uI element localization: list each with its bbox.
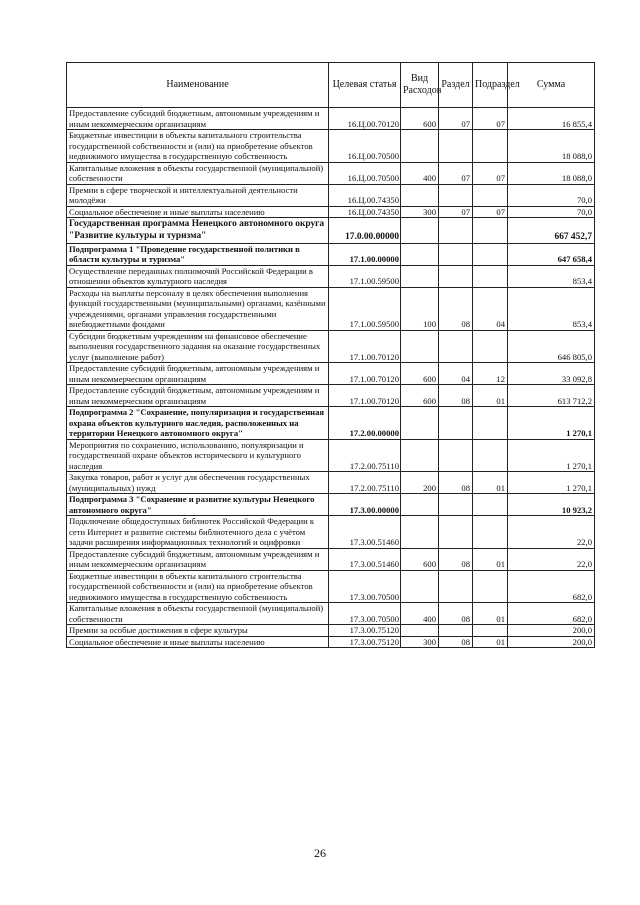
- cell-subsection: [473, 625, 508, 637]
- cell-target-code: 17.3.00.51460: [329, 516, 401, 549]
- table-row: [67, 516, 595, 549]
- budget-table: [66, 62, 595, 648]
- cell-section: 08: [439, 603, 473, 625]
- cell-name: Бюджетные инвестиции в объекты капитального строительства государственной собственности и (или) на приобретение объектов недвижимого имущества в государственную собственность: [67, 130, 329, 163]
- cell-expense-type: [401, 243, 439, 265]
- cell-subsection: 07: [473, 108, 508, 130]
- table-row: [67, 265, 595, 287]
- cell-section: 08: [439, 636, 473, 648]
- cell-subsection: [473, 243, 508, 265]
- cell-section: [439, 625, 473, 637]
- table-row: [67, 570, 595, 603]
- cell-sum: 667 452,7: [508, 218, 595, 244]
- cell-name: Субсидии бюджетным учреждениям на финансовое обеспечение выполнения государственного задания на оказание государственных услуг (выполнение работ): [67, 330, 329, 363]
- cell-sum: 70,0: [508, 184, 595, 206]
- table-row: [67, 407, 595, 440]
- cell-name: Предоставление субсидий бюджетным, автономным учреждениям и иным некоммерческим организациям: [67, 548, 329, 570]
- cell-subsection: 01: [473, 548, 508, 570]
- cell-section: [439, 130, 473, 163]
- cell-target-code: 17.3.00.75120: [329, 625, 401, 637]
- cell-sum: 682,0: [508, 570, 595, 603]
- cell-target-code: 16.Ц.00.70500: [329, 130, 401, 163]
- cell-sum: 200,0: [508, 636, 595, 648]
- cell-section: [439, 243, 473, 265]
- cell-sum: 647 658,4: [508, 243, 595, 265]
- cell-target-code: 16.Ц.00.70120: [329, 108, 401, 130]
- header-type: Вид Расходов: [401, 63, 439, 108]
- table-row: [67, 330, 595, 363]
- table-row: [67, 130, 595, 163]
- table-row: [67, 472, 595, 494]
- cell-sum: 853,4: [508, 265, 595, 287]
- cell-target-code: 17.1.00.70120: [329, 363, 401, 385]
- cell-expense-type: [401, 625, 439, 637]
- cell-subsection: 01: [473, 636, 508, 648]
- cell-target-code: 16.Ц.00.70500: [329, 162, 401, 184]
- cell-name: Мероприятия по сохранению, использованию, популяризации и государственной охране объектов исторического и культурного наследия: [67, 439, 329, 472]
- cell-name: Бюджетные инвестиции в объекты капитального строительства государственной собственности и (или) на приобретение объектов недвижимого имущества в государственную собственность: [67, 570, 329, 603]
- cell-sum: 16 855,4: [508, 108, 595, 130]
- table-row: [67, 363, 595, 385]
- cell-target-code: 17.1.00.70120: [329, 330, 401, 363]
- header-target: Целевая статья: [329, 63, 401, 108]
- cell-name: Закупка товаров, работ и услуг для обеспечения государственных (муниципальных) нужд: [67, 472, 329, 494]
- cell-name: Капитальные вложения в объекты государственной (муниципальной) собственности: [67, 603, 329, 625]
- cell-section: 08: [439, 472, 473, 494]
- table-row: [67, 603, 595, 625]
- cell-expense-type: [401, 516, 439, 549]
- cell-name: Подключение общедоступных библиотек Российской Федерации к сети Интернет и развитие системы библиотечного дела с учётом задачи расширения информационных технологий и оцифровки: [67, 516, 329, 549]
- cell-target-code: 17.1.00.00000: [329, 243, 401, 265]
- cell-section: [439, 184, 473, 206]
- cell-expense-type: [401, 130, 439, 163]
- cell-subsection: [473, 516, 508, 549]
- cell-name: Подпрограмма 1 "Проведение государственной политики в области культуры и туризма": [67, 243, 329, 265]
- cell-expense-type: 300: [401, 636, 439, 648]
- cell-section: 04: [439, 363, 473, 385]
- cell-sum: 1 270,1: [508, 439, 595, 472]
- cell-name: Предоставление субсидий бюджетным, автономным учреждениям и иным некоммерческим организациям: [67, 108, 329, 130]
- cell-sum: 70,0: [508, 206, 595, 218]
- cell-sum: 18 088,0: [508, 162, 595, 184]
- cell-section: [439, 218, 473, 244]
- header-subsection: Подраздел: [473, 63, 508, 108]
- cell-expense-type: 600: [401, 363, 439, 385]
- cell-sum: 613 712,2: [508, 385, 595, 407]
- cell-expense-type: [401, 265, 439, 287]
- table-row: [67, 206, 595, 218]
- cell-sum: 10 923,2: [508, 494, 595, 516]
- cell-sum: 682,0: [508, 603, 595, 625]
- cell-subsection: [473, 265, 508, 287]
- cell-section: 07: [439, 108, 473, 130]
- cell-target-code: 17.3.00.51460: [329, 548, 401, 570]
- cell-target-code: 17.2.00.00000: [329, 407, 401, 440]
- cell-name: Премии за особые достижения в сфере культуры: [67, 625, 329, 637]
- cell-expense-type: 400: [401, 162, 439, 184]
- cell-subsection: 01: [473, 603, 508, 625]
- table-row: [67, 439, 595, 472]
- cell-section: [439, 265, 473, 287]
- cell-subsection: 07: [473, 162, 508, 184]
- cell-section: [439, 407, 473, 440]
- cell-subsection: [473, 330, 508, 363]
- cell-sum: 33 092,8: [508, 363, 595, 385]
- table-row: [67, 218, 595, 244]
- page-number: 26: [314, 846, 326, 860]
- cell-expense-type: 400: [401, 603, 439, 625]
- cell-expense-type: 200: [401, 472, 439, 494]
- table-body: [67, 108, 595, 648]
- cell-target-code: 17.1.00.59500: [329, 265, 401, 287]
- cell-target-code: 17.2.00.75110: [329, 439, 401, 472]
- cell-target-code: 17.1.00.59500: [329, 287, 401, 330]
- cell-expense-type: [401, 439, 439, 472]
- cell-section: 08: [439, 548, 473, 570]
- cell-name: Подпрограмма 3 "Сохранение и развитие культуры Ненецкого автономного округа": [67, 494, 329, 516]
- table-row: [67, 548, 595, 570]
- cell-subsection: [473, 218, 508, 244]
- cell-target-code: 17.3.00.75120: [329, 636, 401, 648]
- table-row: [67, 243, 595, 265]
- cell-target-code: 16.Ц.00.74350: [329, 184, 401, 206]
- cell-section: 08: [439, 287, 473, 330]
- cell-name: Премии в сфере творческой и интеллектуальной деятельности молодёжи: [67, 184, 329, 206]
- cell-section: [439, 570, 473, 603]
- cell-expense-type: [401, 218, 439, 244]
- cell-subsection: [473, 494, 508, 516]
- cell-target-code: 17.3.00.00000: [329, 494, 401, 516]
- cell-section: [439, 439, 473, 472]
- table-row: [67, 494, 595, 516]
- cell-section: [439, 516, 473, 549]
- cell-expense-type: 600: [401, 385, 439, 407]
- cell-subsection: 04: [473, 287, 508, 330]
- cell-expense-type: [401, 570, 439, 603]
- cell-sum: 200,0: [508, 625, 595, 637]
- cell-sum: 22,0: [508, 548, 595, 570]
- table-row: [67, 184, 595, 206]
- header-sum: Сумма: [508, 63, 595, 108]
- cell-expense-type: [401, 494, 439, 516]
- cell-expense-type: 600: [401, 108, 439, 130]
- table-row: [67, 625, 595, 637]
- cell-sum: 1 270,1: [508, 472, 595, 494]
- cell-sum: 18 088,0: [508, 130, 595, 163]
- cell-sum: 1 270,1: [508, 407, 595, 440]
- cell-subsection: 01: [473, 385, 508, 407]
- cell-subsection: [473, 570, 508, 603]
- cell-expense-type: [401, 407, 439, 440]
- cell-name: Предоставление субсидий бюджетным, автономным учреждениям и иным некоммерческим организациям: [67, 385, 329, 407]
- cell-subsection: [473, 184, 508, 206]
- cell-expense-type: [401, 330, 439, 363]
- cell-expense-type: 300: [401, 206, 439, 218]
- cell-subsection: 07: [473, 206, 508, 218]
- cell-name: Социальное обеспечение и иные выплаты населению: [67, 636, 329, 648]
- cell-name: Подпрограмма 2 "Сохранение, популяризация и государственная охрана объектов культурного наследия, расположенных на территории Ненецкого автономного округа": [67, 407, 329, 440]
- cell-sum: 853,4: [508, 287, 595, 330]
- cell-section: 08: [439, 385, 473, 407]
- cell-name: Осуществление переданных полномочий Российской Федерации в отношении объектов культурного наследия: [67, 265, 329, 287]
- table-row: [67, 385, 595, 407]
- cell-subsection: 01: [473, 472, 508, 494]
- cell-subsection: [473, 407, 508, 440]
- cell-subsection: 12: [473, 363, 508, 385]
- cell-target-code: 17.1.00.70120: [329, 385, 401, 407]
- header-section: Раздел: [439, 63, 473, 108]
- cell-expense-type: [401, 184, 439, 206]
- cell-name: Социальное обеспечение и иные выплаты населению: [67, 206, 329, 218]
- cell-name: Капитальные вложения в объекты государственной (муниципальной) собственности: [67, 162, 329, 184]
- cell-target-code: 17.3.00.70500: [329, 570, 401, 603]
- cell-sum: 22,0: [508, 516, 595, 549]
- cell-name: Государственная программа Ненецкого автономного округа "Развитие культуры и туризма": [67, 218, 329, 244]
- cell-target-code: 16.Ц.00.74350: [329, 206, 401, 218]
- cell-section: [439, 494, 473, 516]
- table-row: [67, 287, 595, 330]
- cell-target-code: 17.3.00.70500: [329, 603, 401, 625]
- cell-target-code: 17.2.00.75110: [329, 472, 401, 494]
- cell-name: Расходы на выплаты персоналу в целях обеспечения выполнения функций государственными (муниципальными) органами, казёнными учреждениями, органами управления государственными внебюджетными фондами: [67, 287, 329, 330]
- table-row: [67, 636, 595, 648]
- cell-subsection: [473, 439, 508, 472]
- cell-section: [439, 330, 473, 363]
- table-header-row: [67, 63, 595, 108]
- cell-sum: 646 805,0: [508, 330, 595, 363]
- cell-section: 07: [439, 206, 473, 218]
- cell-subsection: [473, 130, 508, 163]
- cell-target-code: 17.0.00.00000: [329, 218, 401, 244]
- cell-expense-type: 100: [401, 287, 439, 330]
- table-row: [67, 162, 595, 184]
- cell-section: 07: [439, 162, 473, 184]
- budget-table-sheet: [66, 62, 594, 648]
- cell-expense-type: 600: [401, 548, 439, 570]
- header-name: Наименование: [67, 63, 329, 108]
- cell-name: Предоставление субсидий бюджетным, автономным учреждениям и иным некоммерческим организациям: [67, 363, 329, 385]
- table-row: [67, 108, 595, 130]
